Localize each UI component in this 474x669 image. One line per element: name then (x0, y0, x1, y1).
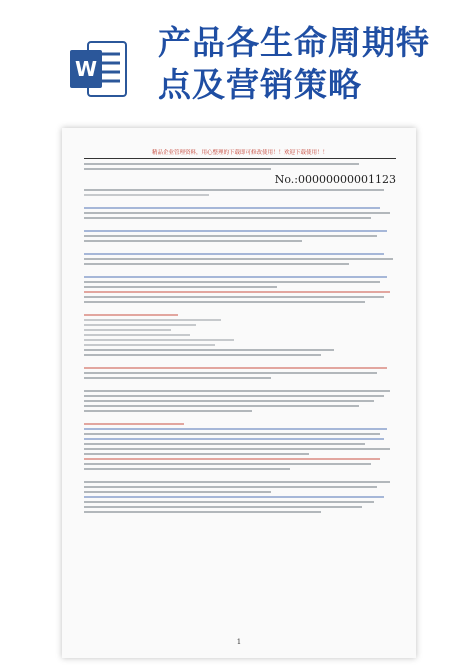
serial-number: No.:00000000001123 (274, 173, 396, 186)
text-line (84, 314, 178, 316)
text-line (84, 207, 380, 209)
text-line (84, 367, 387, 369)
text-line (84, 212, 390, 214)
text-line (84, 463, 371, 465)
text-line (84, 486, 377, 488)
text-line (84, 296, 384, 298)
text-line (84, 377, 271, 379)
text-line (84, 286, 277, 288)
text-line (84, 258, 393, 260)
text-line (84, 230, 387, 232)
page-content (84, 148, 396, 516)
text-line (84, 428, 387, 430)
text-line (84, 240, 302, 242)
text-line (84, 189, 384, 191)
text-line (84, 339, 234, 341)
text-line (84, 163, 359, 165)
text-line (84, 395, 384, 397)
page-header: 精品企业管理资料，用心整理的下载即可修改使用！！欢迎下载使用！！ (84, 148, 396, 159)
text-line (84, 443, 365, 445)
banner (0, 0, 474, 118)
text-line (84, 390, 390, 392)
text-line (84, 458, 380, 460)
text-line (84, 253, 384, 255)
text-line (84, 400, 374, 402)
text-line (84, 491, 271, 493)
text-line (84, 372, 377, 374)
word-document-icon (68, 38, 130, 100)
text-line (84, 324, 196, 326)
text-line (84, 423, 184, 425)
text-line (84, 448, 390, 450)
text-line (84, 281, 380, 283)
text-line (84, 354, 321, 356)
text-line (84, 433, 380, 435)
text-line (84, 276, 387, 278)
title-line-2: 点及营销策略 (158, 65, 362, 104)
text-line (84, 263, 349, 265)
text-line (84, 438, 384, 440)
title-line-1: 产品各生命周期特 (158, 23, 430, 62)
text-line (84, 506, 362, 508)
text-line (84, 334, 190, 336)
text-line (84, 235, 377, 237)
text-line (84, 168, 271, 170)
text-line (84, 291, 390, 293)
text-line (84, 319, 221, 321)
text-line (84, 194, 209, 196)
text-line (84, 468, 290, 470)
svg-text:W: W (74, 57, 98, 81)
text-line (84, 453, 309, 455)
text-line (84, 405, 359, 407)
text-line (84, 511, 321, 513)
text-line (84, 301, 365, 303)
text-line (84, 329, 171, 331)
text-line (84, 501, 374, 503)
document-title (158, 22, 458, 106)
page-number: 1 (236, 638, 242, 646)
text-line (84, 349, 334, 351)
text-line (84, 217, 371, 219)
text-line (84, 344, 215, 346)
document-page (62, 128, 416, 658)
text-line (84, 481, 390, 483)
text-line (84, 496, 384, 498)
text-line (84, 410, 252, 412)
